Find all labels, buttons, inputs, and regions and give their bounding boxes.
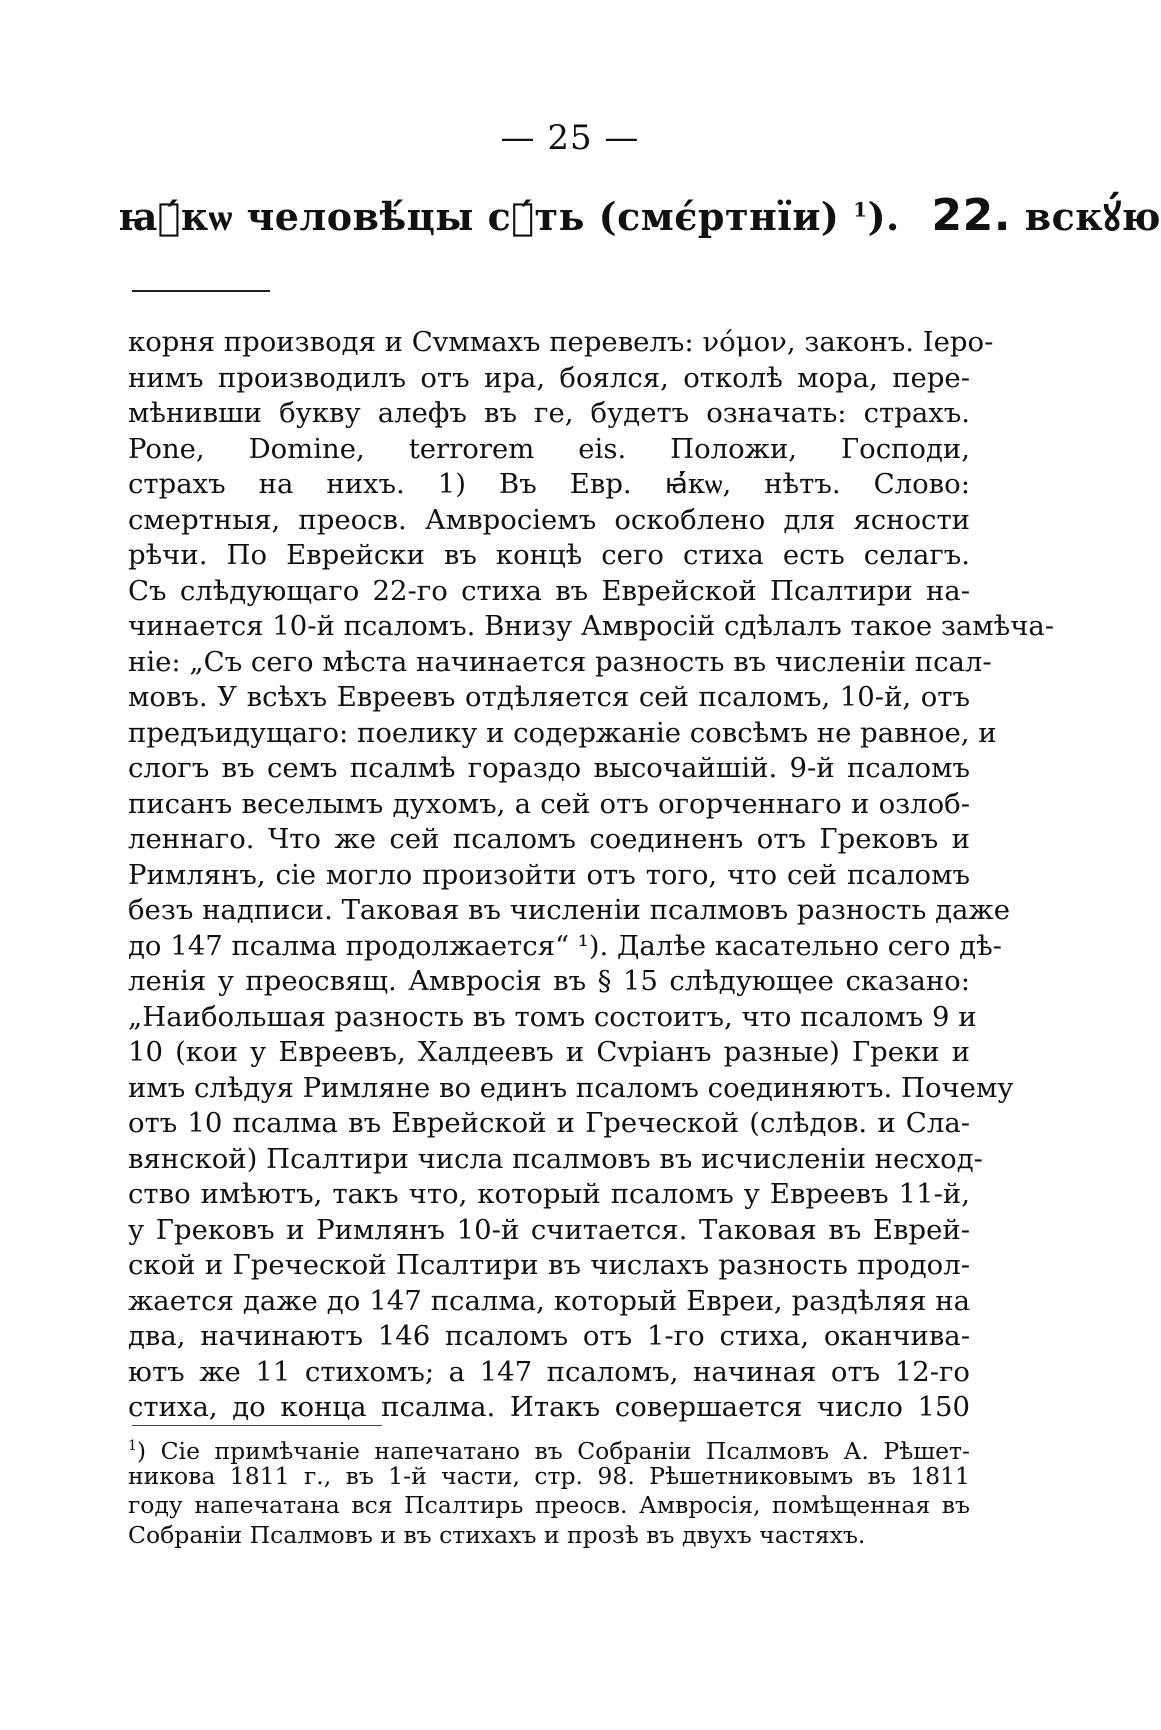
body-line: ленія у преосвящ. Амвросія въ § 15 слѣдующее сказано: bbox=[128, 965, 970, 997]
body-line: мѣнивши букву алефъ въ ге, будетъ означать: страхъ. bbox=[128, 397, 970, 429]
body-line: ской и Греческой Псалтири въ числахъ разность продол- bbox=[128, 1249, 970, 1281]
body-line: два, начинаютъ 146 псаломъ отъ 1-го стиха, оканчива- bbox=[128, 1320, 970, 1352]
body-line: корня производя и Сvммахъ перевелъ: νόμον, законъ. Іеро- bbox=[128, 326, 994, 358]
body-line: смертныя, преосв. Амвросіемъ оскоблено для ясности bbox=[128, 503, 970, 536]
body-line: безъ надписи. Таковая въ численіи псалмовъ разность даже bbox=[128, 894, 1010, 926]
body-line: Римлянъ, сіе могло произойти отъ того, что сей псаломъ bbox=[128, 858, 970, 891]
body-line: ніе: „Съ сего мѣста начинается разность въ численіи псал- bbox=[128, 645, 992, 678]
verse-number: 22. bbox=[931, 190, 1011, 241]
footnote bbox=[128, 1432, 970, 1550]
body-line: нимъ производилъ отъ ира, боялся, отколѣ мора, пере- bbox=[128, 361, 970, 394]
body-line: чинается 10-й псаломъ. Внизу Амвросій сдѣлалъ такое замѣча- bbox=[128, 610, 1055, 642]
body-line: мовъ. У всѣхъ Евреевъ отдѣляется сей псаломъ, 10-й, отъ bbox=[128, 681, 970, 713]
slavonic-trailing: ). bbox=[867, 194, 900, 239]
body-line: слогъ въ семъ псалмѣ гораздо высочайшій. 9-й псаломъ bbox=[128, 752, 970, 784]
footnote-mark: 1 bbox=[853, 197, 868, 222]
slavonic-verse-line bbox=[118, 190, 1161, 242]
body-line: Съ слѣдующаго 22-го стиха въ Еврейской Псалтири на- bbox=[128, 574, 970, 607]
footnote-divider bbox=[132, 1425, 382, 1426]
body-line: 10 (кои у Евреевъ, Халдеевъ и Сvріанъ разные) Греки и bbox=[128, 1036, 970, 1068]
body-line: ство имѣютъ, такъ что, который псаломъ у Евреевъ 11-й, bbox=[128, 1178, 970, 1210]
body-line: Pone, Domine, terrorem eis. Положи, Господи, bbox=[128, 432, 970, 465]
page-number: — 25 — bbox=[500, 118, 640, 158]
commentary-body bbox=[128, 325, 1055, 1426]
slavonic-next-word: вскꙋ́ю bbox=[1024, 194, 1161, 239]
body-line: вянской) Псалтири числа псалмовъ въ исчисленіи несход- bbox=[128, 1142, 983, 1175]
footnote-line: никова 1811 г., въ 1-й части, стр. 98. Рѣшетниковымъ въ 1811 bbox=[128, 1461, 970, 1490]
body-line: предъидущаго: поелику и содержаніе совсѣмъ не равное, и bbox=[128, 716, 997, 749]
footnote-line-text: ) Сіе примѣчаніе напечатано въ Собраніи Псалмовъ А. Рѣшет- bbox=[136, 1436, 970, 1465]
body-line: ютъ же 11 стихомъ; а 147 псаломъ, начиная отъ 12-го bbox=[128, 1355, 970, 1388]
footnote-line bbox=[128, 1432, 970, 1465]
slavonic-text: ꙗ҆́кѡ человѣ́цы сꙋ́ть (смє́ртнїи) bbox=[118, 194, 840, 239]
body-line: у Грековъ и Римлянъ 10-й считается. Таковая въ Еврей- bbox=[128, 1213, 970, 1246]
body-line: леннаго. Что же сей псаломъ соединенъ отъ Грековъ и bbox=[128, 823, 970, 855]
body-line: стиха, до конца псалма. Итакъ совершается число 150 bbox=[128, 1391, 970, 1423]
body-line: рѣчи. По Еврейски въ концѣ сего стиха есть селагъ. bbox=[128, 539, 970, 571]
body-line: страхъ на нихъ. 1) Въ Евр. ꙗ҆́кѡ, нѣтъ. Слово: bbox=[128, 468, 970, 500]
body-line: имъ слѣдуя Римляне во единъ псаломъ соединяютъ. Почему bbox=[128, 1071, 1014, 1104]
body-line: до 147 псалма продолжается“ ¹). Далѣе касательно сего дѣ- bbox=[128, 929, 1002, 962]
footnote-mark: 1 bbox=[128, 1438, 137, 1454]
body-line: писанъ веселымъ духомъ, а сей отъ огорченнаго и озлоб- bbox=[128, 787, 970, 820]
body-line: отъ 10 псалма въ Еврейской и Греческой (слѣдов. и Сла- bbox=[128, 1107, 970, 1139]
footnote-line: году напечатана вся Псалтирь преосв. Амвросія, помѣщенная въ bbox=[128, 1491, 970, 1519]
body-line: жается даже до 147 псалма, который Евреи, раздѣляя на bbox=[128, 1284, 970, 1317]
footnote-line: Собраніи Псалмовъ и въ стихахъ и прозѣ въ двухъ частяхъ. bbox=[128, 1520, 866, 1549]
body-line: „Наибольшая разность въ томъ состоитъ, что псаломъ 9 и bbox=[128, 1000, 977, 1033]
section-divider bbox=[132, 290, 270, 292]
